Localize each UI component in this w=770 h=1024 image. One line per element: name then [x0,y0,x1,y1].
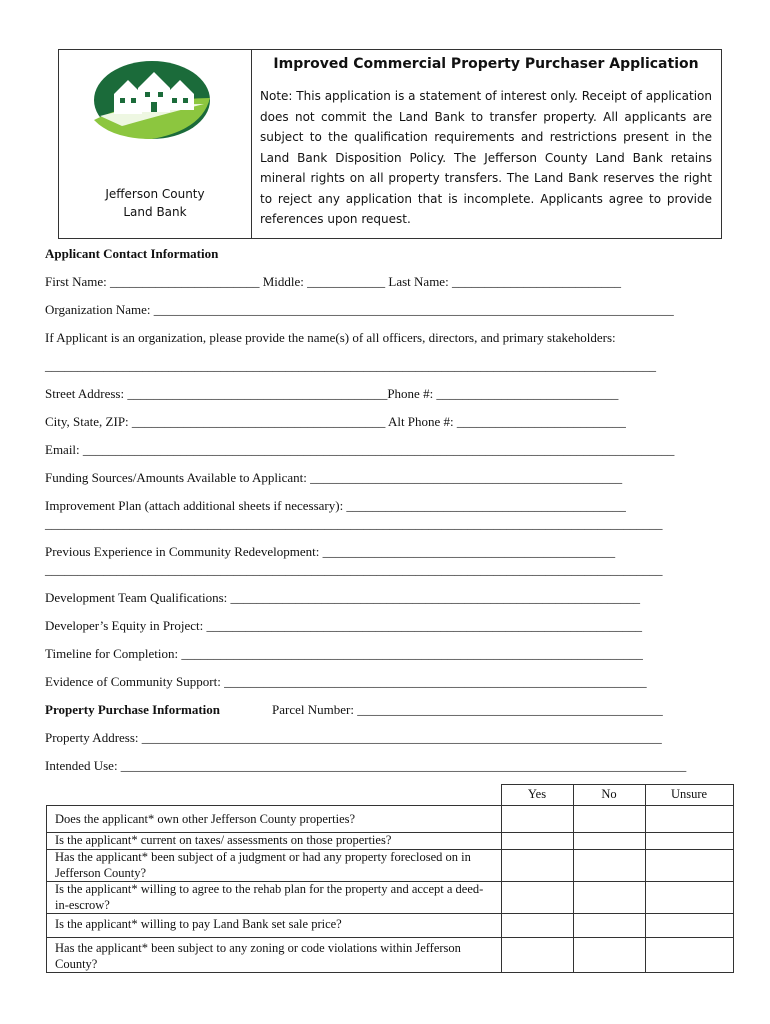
question-text: Is the applicant* willing to pay Land Bank set sale price? [47,914,502,938]
table-row [47,806,734,833]
question-text: Is the applicant* willing to agree to the rehab plan for the property and accept a deed-in-escrow? [47,882,502,914]
section-property-purchase: Property Purchase Information [45,702,220,717]
experience-continuation[interactable]: _______________________________________________________________________________________________ [45,562,663,577]
header-unsure: Unsure [645,785,733,806]
timeline-field[interactable]: Timeline for Completion: _______________________________________________________________________ [45,646,643,661]
application-note: Note: This application is a statement of interest only. Receipt of application does not commit the Land Bank to transfer property. All applicants are subject to the qualification requirements and restrictions present in the Land Bank Disposition Policy. The Jefferson County Land Bank retains mineral rights on all property transfers. The Land Bank reserves the right to reject any application that is incomplete. Applicants agree to provide references upon request. [260,89,712,226]
funding-sources-field[interactable]: Funding Sources/Amounts Available to Applicant: ________________________________________________ [45,470,623,485]
org-name-line2: Land Bank [123,205,187,219]
team-qualifications-field[interactable]: Development Team Qualifications: _______________________________________________________________ [45,590,640,605]
answer-unsure-cell[interactable] [645,914,733,938]
table-row [47,833,734,850]
city-alt-phone-fields[interactable]: City, State, ZIP: _______________________________________ Alt Phone #: __________________________ [45,414,626,429]
answer-no-cell[interactable] [573,806,645,833]
answer-no-cell[interactable] [573,914,645,938]
answer-yes-cell[interactable] [501,914,573,938]
officers-prompt: If Applicant is an organization, please provide the name(s) of all officers, directors, and primary stakeholders: [45,330,616,345]
experience-field[interactable]: Previous Experience in Community Redevelopment: _____________________________________________ [45,544,616,559]
name-fields[interactable]: First Name: _______________________ Middle: ____________ Last Name: __________________________ [45,274,621,289]
answer-yes-cell[interactable] [501,806,573,833]
answer-yes-cell[interactable] [501,938,573,973]
improvement-plan-continuation[interactable]: _______________________________________________________________________________________________ [45,516,663,531]
table-row [47,938,734,973]
email-field[interactable]: Email: ___________________________________________________________________________________________ [45,442,675,457]
developer-equity-field[interactable]: Developer’s Equity in Project: ___________________________________________________________________ [45,618,643,633]
answer-no-cell[interactable] [573,850,645,882]
question-text: Is the applicant* current on taxes/ assessments on those properties? [47,833,502,850]
answer-yes-cell[interactable] [501,850,573,882]
organization-name-field[interactable]: Organization Name: ________________________________________________________________________________ [45,302,674,317]
parcel-number-field[interactable]: Parcel Number: _______________________________________________ [272,702,663,717]
question-text: Does the applicant* own other Jefferson County properties? [47,806,502,833]
org-name [105,185,204,221]
table-row [47,914,734,938]
questions-table [46,784,734,973]
header-yes: Yes [501,785,573,806]
question-text: Has the applicant* been subject of a judgment or had any property foreclosed on in Jefferson County? [47,850,502,882]
answer-unsure-cell[interactable] [645,806,733,833]
officers-field[interactable]: ______________________________________________________________________________________________ [45,358,656,373]
street-phone-fields[interactable]: Street Address: ________________________________________Phone #: ____________________________ [45,386,619,401]
answer-unsure-cell[interactable] [645,833,733,850]
answer-no-cell[interactable] [573,833,645,850]
question-text: Has the applicant* been subject to any zoning or code violations within Jefferson County? [47,938,502,973]
improvement-plan-field[interactable]: Improvement Plan (attach additional sheets if necessary): ___________________________________________ [45,498,626,513]
property-address-field[interactable]: Property Address: ________________________________________________________________________________ [45,730,662,745]
answer-unsure-cell[interactable] [645,938,733,973]
community-support-field[interactable]: Evidence of Community Support: _________________________________________________________________ [45,674,647,689]
note-cell [252,50,721,238]
table-row [47,850,734,882]
table-row [47,882,734,914]
document-title: Improved Commercial Property Purchaser Application [273,56,699,72]
header-no: No [573,785,645,806]
answer-unsure-cell[interactable] [645,882,733,914]
logo-cell [59,50,252,238]
intended-use-field[interactable]: Intended Use: _______________________________________________________________________________________ [45,758,687,773]
answer-no-cell[interactable] [573,938,645,973]
header-box [58,49,722,239]
house-logo-icon [92,60,212,140]
answer-yes-cell[interactable] [501,833,573,850]
answer-yes-cell[interactable] [501,882,573,914]
section-applicant-contact: Applicant Contact Information [45,246,219,261]
answer-no-cell[interactable] [573,882,645,914]
org-name-line1: Jefferson County [105,187,205,201]
answer-unsure-cell[interactable] [645,850,733,882]
table-header-row [47,785,734,806]
